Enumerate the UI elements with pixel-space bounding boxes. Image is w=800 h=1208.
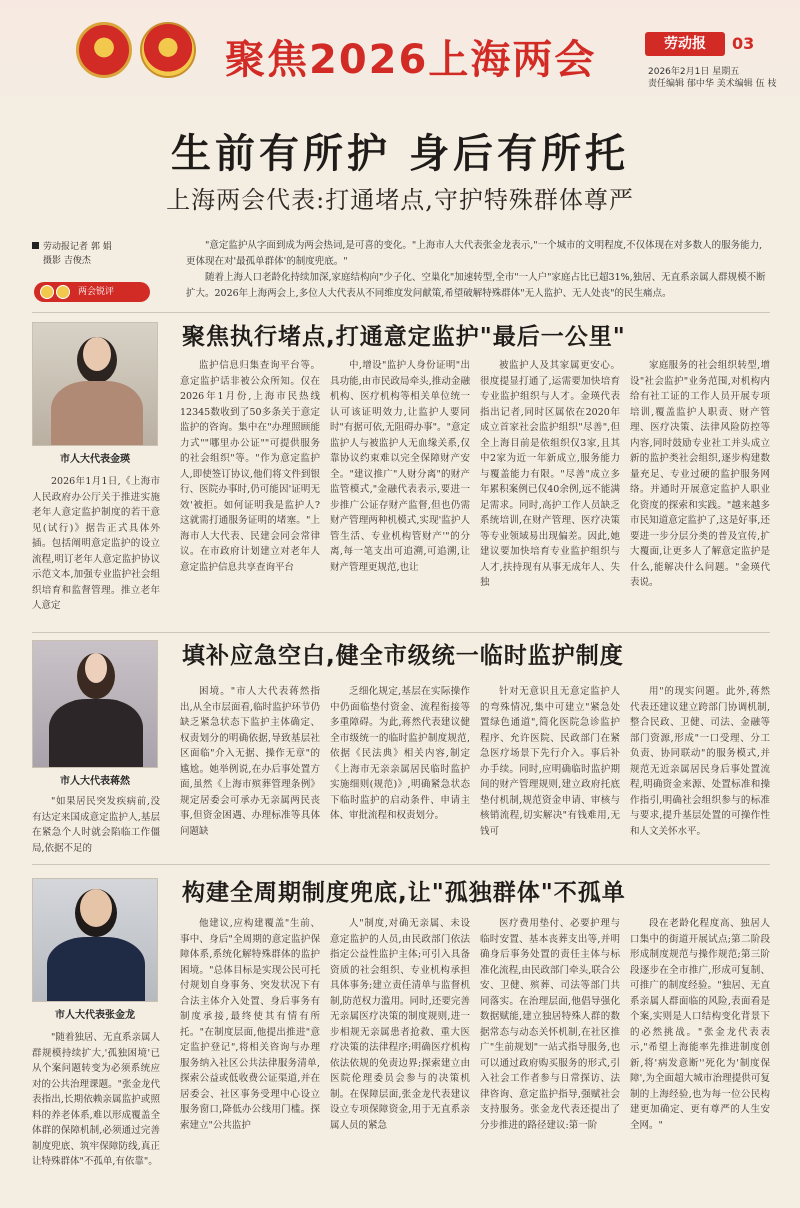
main-headline: 生前有所护 身后有所托 (171, 131, 629, 177)
divider (32, 312, 770, 313)
editors-credit: 责任编辑 郁中华 美术编辑 伍 枝 (648, 79, 777, 89)
article-column (32, 474, 160, 624)
article-text: 困境。"市人大代表蒋然指出,从全市层面看,临时监护环节仍缺乏紧急状态下监护主体确定、权责划分的明确依据,导致基层社区面临"介入无据、操作无章"的尴尬。她举例说,在办后事处置方面,虽然《上海市殡葬管理条例》规定居委会可承办无亲属两民丧事,但资金困遇、办理标准等具体问题缺 (180, 686, 320, 837)
emblem-small-icon (40, 285, 54, 299)
article-text: 用"的现实问题。此外,蒋然代表还建议建立跨部门协调机制,整合民政、卫健、司法、金融等部门资源,形成"一口受理、分工负责、协同联动"的服务模式,并规范无近亲属居民身后事处置流程,明确资金来源、处置标准和操作指引,明确社会组织参与的标准与要求,提升基层处置的可操作性和人文关怀水平。 (630, 686, 770, 837)
section-banner-title: 聚焦2026上海两会 (225, 37, 597, 83)
article-text: 被监护人及其家属更安心。很度提显打通了,运需要加快培育专业监护组织与人才。金瑛代表指出记者,同时区属依在2020年成立首家社会监护组织"尽善",但全上海目前是依组织仅3家,且其中2家为近一年新成立,服务能力与覆盖能力有限。"尽善"成立多年累积案例已仅40余例,远不能满足需求。同时,高护工作人员缺乏系统培训,在财产管理、医疗决策等专业领域易出现偏差。因此,她建议要加快培育专业监护组织与人才,扶持现有从事无成年人、失独 (480, 360, 620, 588)
intro-paragraph: 随着上海人口老龄化持续加深,家庭结构向"少子化、空巢化"加速转型,全市"一人户"家庭占比已超31%,独居、无直系亲属人群规模不断扩大。2026年上海两会上,多位人大代表从不同维度发问献策,希望破解特殊群体"无人监护、无人处丧"的民生痛点。 (186, 272, 766, 299)
portrait-photo (32, 322, 158, 446)
article-column (32, 794, 160, 854)
article-text: 乏细化规定,基层在实际操作中仍面临垫付资金、流程衔接等多重障碍。为此,蒋然代表建议健全市级统一的临时监护制度规范,依据《民法典》相关内容,制定《上海市无亲亲属居民临时监护实施细则(规范)》,明确紧急状态下临时监护的启动条件、申请主体、审批流程和权责划分。 (330, 686, 470, 821)
portrait-photo (32, 640, 158, 768)
article-text: 家庭服务的社会组织转型,增设"社会监护"业务范围,对机构内给有社工证的工作人员开展专项培训,覆盖监护人职责、财产管理、医疗决策、法律风险防控等内容,同时鼓励专业社工并头成立新的监护类社会组织,逐步构建数量充足、专业过硬的监护服务网络。并通时开展意定监护人职业化资度的探索和实践。"越来越多市民知道意定监护了,这是好事,还要进一步分层分类的普及宣传,扩大覆面,让更多人了解意定监护是什么,能解决什么问题。"金瑛代表说。 (630, 360, 770, 588)
article-column (180, 684, 320, 854)
reporter-credit: 劳动报记者 郭 娟 (43, 242, 112, 252)
sub-headline: 上海两会代表:打通堵点,守护特殊群体尊严 (166, 186, 634, 214)
article-text: 针对无意识且无意定监护人的弯殊情况,集中可建立"紧急处置绿色通道",简化医院急诊监护程序、允许医院、民政部门在紧急医疗场景下先行介入。事后补办手续。同时,应明确临时监护期间的财产管理规则,建立政府托底垫付机制,规范资金申请、审核与核销流程,切实解决"有钱难用,无钱可 (480, 686, 620, 837)
portrait-caption: 市人大代表张金龙 (55, 1010, 135, 1021)
issue-date: 2026年2月1日 星期五 (648, 67, 740, 77)
photo-credit: 摄影 吉俊杰 (43, 256, 91, 266)
article-column (330, 358, 470, 624)
section-title: 填补应急空白,健全市级统一临时监护制度 (182, 643, 624, 669)
article-column (180, 916, 320, 1200)
emblem-small-icon (56, 285, 70, 299)
article-column (180, 358, 320, 624)
bullet-square-icon (32, 242, 39, 249)
article-column (630, 684, 770, 854)
article-text: 段在老龄化程度高、独居人口集中的街道开展试点;第二阶段形成制度规范与操作规范;第三阶段逐步在全市推广,形成可复制、可推广的制度经验。"独居、无直系亲属人群面临的风险,表面看是个案,实则是人口结构变化背景下的必然挑战。"张金龙代表表示,"希望上海能率先推进制度创新,将'病发意断''死化为'制度保障',为全面超大城市治理提供可复制的上海经验,也为每一位公民构建更加确定、更有尊严的人生安全网。" (630, 918, 770, 1131)
article-text: 中,增设"监护人身份证明"出具功能,由市民政局牵头,推动金融机构、医疗机构等相关单位统一认可该证明效力,让监护人要同时"有据可依,无阻碍办事"。"意定监护人与被监护人无血缘关系,仅靠协议约束难以完全保障财产安全。"建议推广"人财分离"的财产监管模式,"金融代表表示,要进一步推广公证存财产监督,但也仍需财产管理两种机模式,实现'监护人管生活、专业机构管财产'"的分离,每一笔支出可追溯,可追溯,让财产管理更规范,也让 (330, 360, 470, 573)
article-column (480, 358, 620, 624)
byline (32, 240, 172, 268)
article-text: 2026年1月1日,《上海市人民政府办公厅关于推进实施老年人意定监护制度的若干意见(试行)》据告正式具体外插。包括阐明意定监护的设立流程,明订老年人意定监护协议示范文本,加强专业监护社会组织培育和监督管理。推立老年人意定 (32, 476, 160, 611)
article-column (480, 916, 620, 1200)
portrait-photo (32, 878, 158, 1002)
article-text: 他建议,应构建覆盖"生前、事中、身后"全周期的意定监护保障体系,系统化解特殊群体的监护困境。"总体目标是实现公民可托付规划自身事务、突发状况下有合法主体介入处置、身后事务有制度承接,最终使其有情有所托。"在制度层面,他提出推进"意定监护登记",将相关咨询与办理服务纳入社区公共法律服务清单,探索公益或低收费公证渠道,并在居委会、社区事务受理中心设立服务窗口,降低办公线用门槛。探索建立"公共监护 (180, 918, 320, 1131)
article-column (330, 684, 470, 854)
cppcc-emblem-icon (140, 22, 196, 78)
article-column (630, 916, 770, 1200)
national-emblem-icon (76, 22, 132, 78)
column-badge (34, 282, 150, 302)
article-text: "随着独居、无直系亲属人群规模持续扩大,'孤独困境'已从个案问题转变为必须系统应对的公共治理课题。"张金龙代表指出,长期依赖亲属监护或照料的养老体系,难以形成覆盖全体群的保障机制,必须通过完善制度兜底、筑牢保障防线,真正让特殊群体"不孤单,有依靠"。 (32, 1032, 160, 1167)
article-text: 监护信息归集查询平台等。意定监护话非被公众所知。仅在2026年1月份,上海市民热线12345数收到了50多条关于意定监护的咨询。集中在"办理照顾能力式""哪里办公证""可提供服务的社会组织"等。"作为意定监护人,即使签订协议,他们将文件到银行、医院办事时,仍可能因'证明无效'被拒。如何证明我是监护人?这就需打通服务证明的堵塞。"上海市人大代表、民建会同会常律议。在市政府计划建立对老年人意定监护信息共享查询平台 (180, 360, 320, 573)
article-text: 医疗费用垫付、必要护理与临时安置、基本丧葬支出等,并明确身后事务处置的责任主体与标准化流程,由民政部门牵头,联合公安、卫健、殡葬、司法等部门共同落实。在治理层面,他倡导强化数据赋能,建立独居特殊人群的数据常态与动态关怀机制,在社区推广"生前规划"一站式指导服务,也可以通过政府购买服务的形式,引入社会工作者参与日常探访、法律咨询、意定监护指导,强赋社会支持服务。张金龙代表还提出了分步推进的路径建议:第一阶 (480, 918, 620, 1131)
article-column (32, 1030, 160, 1200)
paper-logo: 劳动报 (645, 32, 725, 56)
intro-paragraph: "意定监护从字面到成为两会热词,是可喜的变化。"上海市人大代表张金龙表示,"一个城市的文明程度,不仅体现在对多数人的服务能力,更体现在对'最孤单群体'的制度兜底。" (186, 240, 763, 267)
portrait-caption: 市人大代表蒋然 (60, 776, 130, 787)
article-column (630, 358, 770, 624)
divider (32, 632, 770, 633)
article-text: 人"制度,对确无亲属、未设意定监护的人员,由民政部门依法指定公益性监护主体;可引入具备资质的社会组织、专业机构承担具体事务;建立责任清单与监督机制,防范权力滥用。同时,还要完善无亲属医疗决策的制度规则,进一步相规无亲属患者抢救、重大医疗决策的法律程序;明确医疗机构依法依规的免责边界;探索建立由医院伦理委员会参与的决策机制。在保障层面,张金龙代表建议设立专项保障资金,用于无直系亲属人员的紧急 (330, 918, 470, 1131)
article-text: "如果居民突发疾病前,没有达定来国成意定监护人,基层在紧急个人时就会陷临工作僵局,依据不足的 (32, 796, 160, 854)
article-column (480, 684, 620, 854)
section-title: 聚焦执行堵点,打通意定监护"最后一公里" (182, 324, 626, 350)
portrait-caption: 市人大代表金瑛 (60, 454, 130, 465)
divider (32, 864, 770, 865)
badge-label: 两会锐评 (78, 287, 115, 297)
masthead (0, 0, 800, 108)
intro-paragraphs (186, 238, 770, 302)
article-column (330, 916, 470, 1200)
page-number: 03 (732, 34, 755, 53)
section-title: 构建全周期制度兜底,让"孤独群体"不孤单 (182, 880, 626, 906)
